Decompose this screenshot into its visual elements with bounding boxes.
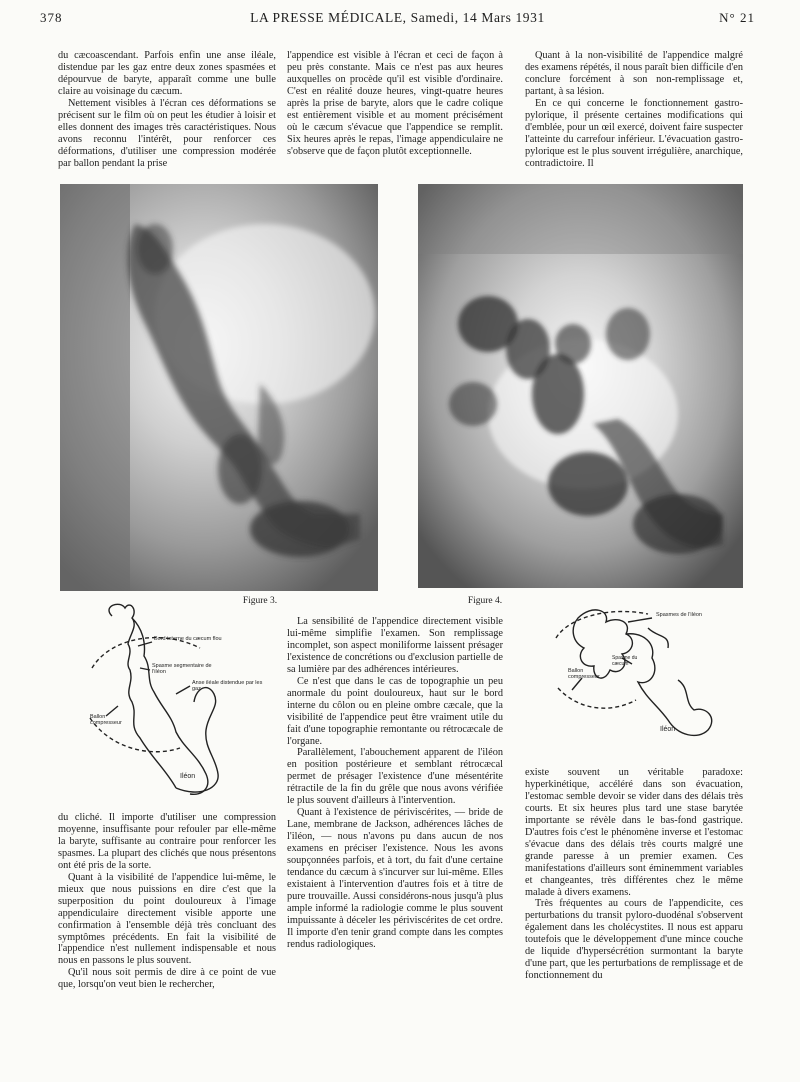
top-column-3 [525, 50, 743, 170]
sketch4-label-spasmes: Spasmes de l'iléon [656, 612, 702, 618]
radiograph-4-image [418, 184, 743, 588]
issue-number: N° 21 [719, 10, 755, 25]
sketch4-label-ballon: Ballon compresseur [568, 668, 600, 680]
sketch4-label-ileon: Iléon [660, 726, 676, 733]
sketch3-label-spasme: Spasme segmentaire de l'iléon [152, 663, 212, 675]
bottom-column-3 [525, 767, 743, 982]
page-number: 378 [40, 10, 63, 25]
sketch-3-drawing [80, 598, 270, 808]
radiograph-3-image [60, 184, 378, 591]
sketch4-label-spasme-caecum: Spasme du cæcum [612, 655, 638, 667]
paragraph: Quant à l'existence de périviscérites, — bride de Lane, membrane de Jackson, adhérences lâches de l'iléon, — nous n'avons pu dans aucun de nos examens en préciser l'existence. Nous les avons soupçonnées parfois, et à tort, du fait d'une certaine tendance du cæcum à s'incurver sur lui-même. Elles existaient à l'intervention d'autres fois et à titre de pure trouvaille. Aussi considérons-nous jusqu'à plus ample informé la radiologie comme le plus souvent impuissante à déceler les périviscérites de cet ordre. Il importe d'en tenir grand compte dans les comptes rendus radiologiques. [287, 807, 503, 950]
paragraph: Nettement visibles à l'écran ces déformations se précisent sur le film où on peut les étudier à loisir et elles donnent des images très caractéristiques. Nous avons reconnu l'intérêt, pour renforcer ces déformations, d'utiliser une compression modérée par ballon pendant la prise [58, 97, 276, 169]
paragraph: existe souvent un véritable paradoxe: hyperkinétique, accéléré dans son évacuation, l'estomac semble devoir se vider dans des délais très courts. Et six heures plus tard une stase barytée importante se révèle dans le bas-fond gastrique. D'autres fois c'est le phénomène inverse et l'estomac s'évacue dans des délais très courts malgré une grande paresse à un premier examen. Ces manifestations d'ailleurs sont éminemment variables et changeantes, très différentes chez le même malade à divers examens. [525, 767, 743, 898]
bottom-column-1 [58, 812, 276, 991]
paragraph: Quant à la non-visibilité de l'appendice malgré des examens répétés, il nous paraît bien difficile d'en conclure forcément à son non-remplissage et, partant, à sa lésion. [525, 50, 743, 97]
bottom-column-2 [287, 616, 503, 951]
figure-4-caption: Figure 4. [467, 596, 503, 606]
page-header [40, 8, 755, 30]
paragraph: Quant à la visibilité de l'appendice lui-même, le mieux que nous puissions en dire c'est que la superposition du point douloureux à l'image appendiculaire directement visible apporte une confirmation à l'ensemble déjà très concluant des symptômes précédents. En fait la visibilité de l'appendice n'est nullement indispensable et nous nous en passons le plus souvent. [58, 871, 276, 967]
sketch3-label-bord: Bord interne du cæcum flou [154, 636, 222, 642]
sketch3-label-anse: Anse iléale distendue par les gaz [192, 680, 263, 692]
radiograph-figure-3 [60, 184, 378, 591]
sketch3-label-ballon: Ballon compresseur [90, 714, 122, 726]
sketch-figure-3 [80, 598, 270, 808]
paragraph: La sensibilité de l'appendice directement visible lui-même simplifie l'examen. Son remplissage incomplet, son aspect moniliforme laissent présager l'existence de concrétions ou d'exclusion partielle de sa lumière par des adhérences intérieures. [287, 616, 503, 675]
paragraph: Parallèlement, l'abouchement apparent de l'iléon en position postérieure et semblant rétrocæcal permet de présager l'existence d'une mésentérite rétractile de la fin du grêle que nous avons vérifiée le plus souvent d'ailleurs à l'intervention. [287, 747, 503, 807]
top-column-1 [58, 50, 276, 170]
radiograph-figure-4 [418, 184, 743, 588]
sketch3-label-ileon: Iléon [180, 773, 196, 780]
figure-3-caption: Figure 3. [242, 596, 278, 606]
paragraph: Qu'il nous soit permis de dire à ce point de vue que, lorsqu'on veut bien le rechercher, [58, 967, 276, 991]
top-column-2 [287, 50, 503, 158]
paragraph: En ce qui concerne le fonctionnement gastro-pylorique, il présente certaines modifications qui d'emblée, pour un œil exercé, doivent faire suspecter l'atteinte du carrefour inférieur. L'évacuation gastro-pylorique est le plus souvent irrégulière, anarchique, contradictoire. Il [525, 97, 743, 169]
sketch-4-drawing [548, 598, 738, 763]
paragraph: l'appendice est visible à l'écran et ceci de façon à peu près constante. Mais ce n'est pas aux heures auxquelles on procède qu'il est visible d'ordinaire. C'est en réalité douze heures, vingt-quatre heures après la prise de baryte, alors que le cadre colique est entièrement visible et au moment précisément où le cæcum s'évacue que l'appendice se remplit. Six heures après le repas, l'image appendiculaire ne s'observe que de façon plutôt exceptionnelle. [287, 50, 503, 157]
paragraph: Ce n'est que dans le cas de topographie un peu anormale du point douloureux, haut sur le bord interne du côlon ou en pleine ombre cæcale, que la visibilité de l'appendice peut être vraiment utile du fait d'une topographie remontante ou rétrocæcale de l'organe. [287, 675, 503, 747]
paragraph: Très fréquentes au cours de l'appendicite, ces perturbations du transit pyloro-duodénal s'observent également dans les cholécystites. Il nous est apparu toutefois que le développement d'une mince couche de liquide d'hypersécrétion surmontant la baryte d'une part, que les perturbations de remplissage et de fonctionnement du [525, 898, 743, 982]
journal-title: LA PRESSE MÉDICALE, Samedi, 14 Mars 1931 [250, 10, 545, 25]
paragraph: du cliché. Il importe d'utiliser une compression moyenne, insuffisante pour refouler par elle-même la baryte, suffisante au contraire pour renforcer les spasmes. La plupart des clichés que nous présentons ont été pris de la sorte. [58, 812, 276, 871]
sketch-figure-4 [548, 598, 738, 763]
paragraph: du cæcoascendant. Parfois enfin une anse iléale, distendue par les gaz entre deux zones spasmées et dépourvue de baryte, apparaît comme une bulle claire au voisinage du cæcum. [58, 50, 276, 97]
